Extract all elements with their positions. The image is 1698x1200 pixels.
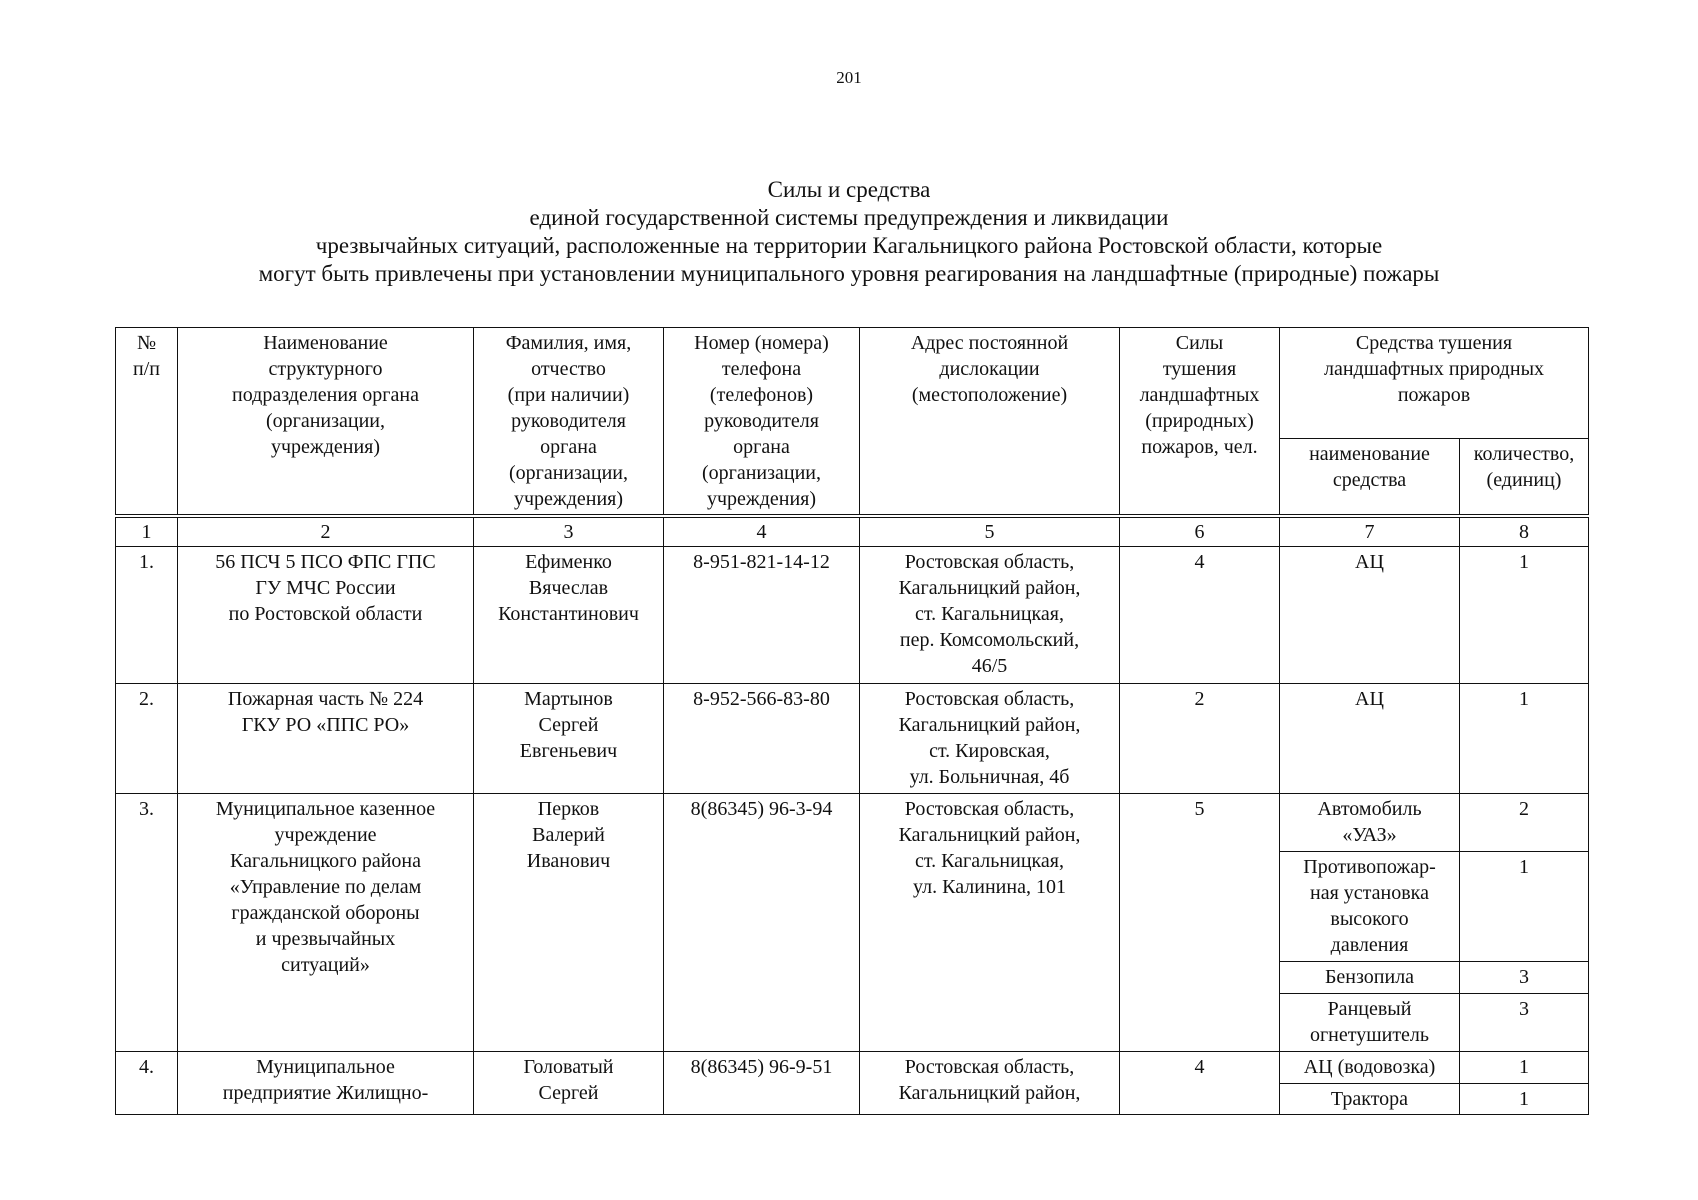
row-means-name: АЦ [1280,684,1460,794]
row-means-qty: 3 [1460,962,1589,994]
table-row [116,547,1589,684]
header-name: Наименование структурного подразделения органа (организации, учреждения) [178,328,474,517]
row-means-qty: 1 [1460,1052,1589,1084]
column-numbers-row [116,516,1589,547]
row-means-qty: 1 [1460,1084,1589,1115]
header-num: № п/п [116,328,178,517]
row-head: Головатый Сергей [474,1052,664,1115]
row-means-name: Противопожар- ная установка высокого давления [1280,852,1460,962]
table-row [116,684,1589,794]
column-number: 4 [664,516,860,547]
column-number: 6 [1120,516,1280,547]
row-address: Ростовская область, Кагальницкий район, ст. Кагальницкая, ул. Калинина, 101 [860,794,1120,1052]
row-forces: 4 [1120,547,1280,684]
row-means-qty: 1 [1460,684,1589,794]
row-phone: 8(86345) 96-9-51 [664,1052,860,1115]
forces-table [115,327,1589,1115]
header-forces: Силы тушения ландшафтных (природных) пожаров, чел. [1120,328,1280,517]
row-organization: 56 ПСЧ 5 ПСО ФПС ГПС ГУ МЧС России по Ростовской области [178,547,474,684]
row-means-qty: 1 [1460,852,1589,962]
row-means-name: Ранцевый огнетушитель [1280,994,1460,1052]
row-means-name: Автомобиль «УАЗ» [1280,794,1460,852]
row-organization: Пожарная часть № 224 ГКУ РО «ППС РО» [178,684,474,794]
row-means-name: Трактора [1280,1084,1460,1115]
row-head: Мартынов Сергей Евгеньевич [474,684,664,794]
row-num: 2. [116,684,178,794]
row-num: 4. [116,1052,178,1115]
row-address: Ростовская область, Кагальницкий район, ст. Кировская, ул. Больничная, 4б [860,684,1120,794]
table-row [116,794,1589,852]
row-organization: Муниципальное казенное учреждение Кагальницкого района «Управление по делам гражданской обороны и чрезвычайных ситуаций» [178,794,474,1052]
header-means-name: наименование средства [1280,438,1460,516]
header-head: Фамилия, имя, отчество (при наличии) руководителя органа (организации, учреждения) [474,328,664,517]
header-address: Адрес постоянной дислокации (местоположение) [860,328,1120,517]
row-phone: 8-951-821-14-12 [664,547,860,684]
row-num: 3. [116,794,178,1052]
row-address: Ростовская область, Кагальницкий район, ст. Кагальницкая, пер. Комсомольский, 46/5 [860,547,1120,684]
table-row [116,1052,1589,1084]
row-head: Перков Валерий Иванович [474,794,664,1052]
row-forces: 4 [1120,1052,1280,1115]
row-forces: 2 [1120,684,1280,794]
column-number: 3 [474,516,664,547]
document-title [0,176,1698,288]
column-number: 8 [1460,516,1589,547]
row-means-qty: 2 [1460,794,1589,852]
page-number: 201 [836,68,862,87]
column-number: 7 [1280,516,1460,547]
row-means-qty: 3 [1460,994,1589,1052]
header-means-group: Средства тушения ландшафтных природных пожаров [1280,328,1589,439]
row-address: Ростовская область, Кагальницкий район, [860,1052,1120,1115]
row-organization: Муниципальное предприятие Жилищно- [178,1052,474,1115]
title-line: могут быть привлечены при установлении муниципального уровня реагирования на ландшафтные (природные) пожары [258,261,1440,286]
row-head: Ефименко Вячеслав Константинович [474,547,664,684]
header-phone: Номер (номера) телефона (телефонов) руководителя органа (организации, учреждения) [664,328,860,517]
row-means-name: АЦ [1280,547,1460,684]
row-num: 1. [116,547,178,684]
row-phone: 8-952-566-83-80 [664,684,860,794]
title-line: чрезвычайных ситуаций, расположенные на территории Кагальницкого района Ростовской области, которые [315,233,1383,258]
row-phone: 8(86345) 96-3-94 [664,794,860,1052]
title-line: Силы и средства [767,177,931,202]
column-number: 5 [860,516,1120,547]
header-means-qty: количество, (единиц) [1460,438,1589,516]
row-forces: 5 [1120,794,1280,1052]
title-line: единой государственной системы предупреждения и ликвидации [529,205,1169,230]
row-means-name: АЦ (водовозка) [1280,1052,1460,1084]
column-number: 2 [178,516,474,547]
row-means-name: Бензопила [1280,962,1460,994]
row-means-qty: 1 [1460,547,1589,684]
column-number: 1 [116,516,178,547]
